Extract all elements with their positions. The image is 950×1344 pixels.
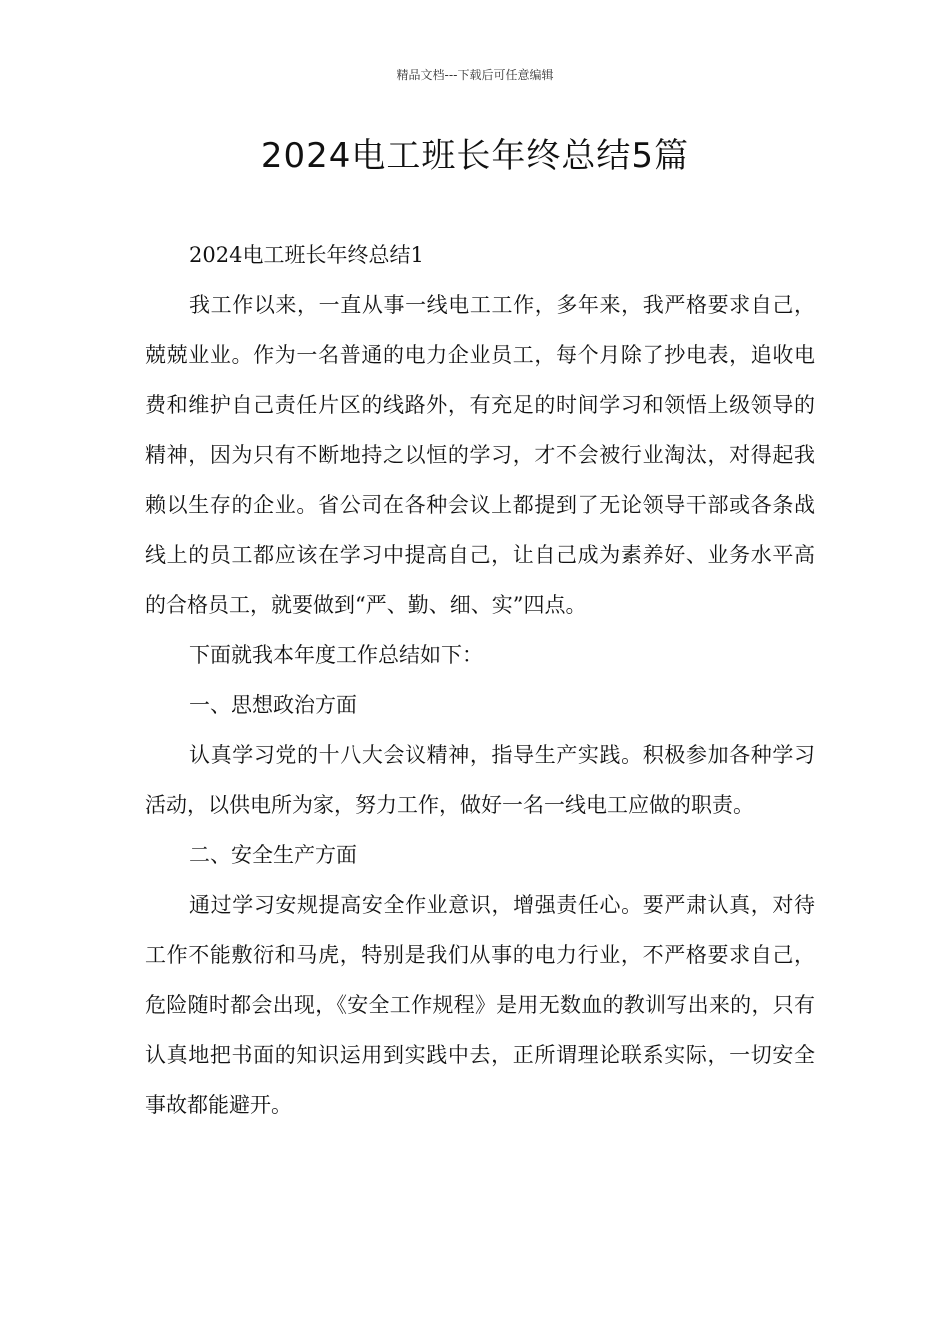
section-heading: 一、思想政治方面 [189,693,357,717]
section-heading: 二、安全生产方面 [189,843,357,867]
section-heading: 2024电工班长年终总结1 [189,243,424,267]
paragraph: 我工作以来，一直从事一线电工工作，多年来，我严格要求自己，兢兢业业。作为一名普通的电力企业员工，每个月除了抄电表，追收电费和维护自己责任片区的线路外，有充足的时间学习和领悟上级领导的精神，因为只有不断地持之以恒的学习，才不会被行业淘汰，对得起我赖以生存的企业。省公司在各种会议上都提到了无论领导干部或各条战线上的员工都应该在学习中提高自己，让自己成为素养好、业务水平高的合格员工，就要做到“严、勤、细、实”四点。 [145,293,815,617]
paragraph: 下面就我本年度工作总结如下： [189,643,483,667]
header-note: 精品文档---下载后可任意编辑 [396,68,554,82]
document-title: 2024电工班长年终总结5篇 [260,136,690,176]
paragraph: 通过学习安规提高安全作业意识，增强责任心。要严肃认真，对待工作不能敷衍和马虎，特别是我们从事的电力行业，不严格要求自己，危险随时都会出现，《安全工作规程》是用无数血的教训写出来的，只有认真地把书面的知识运用到实践中去，正所谓理论联系实际，一切安全事故都能避开。 [145,893,815,1117]
paragraph: 认真学习党的十八大会议精神，指导生产实践。积极参加各种学习活动，以供电所为家，努力工作，做好一名一线电工应做的职责。 [145,743,815,817]
document-body [145,230,815,1130]
